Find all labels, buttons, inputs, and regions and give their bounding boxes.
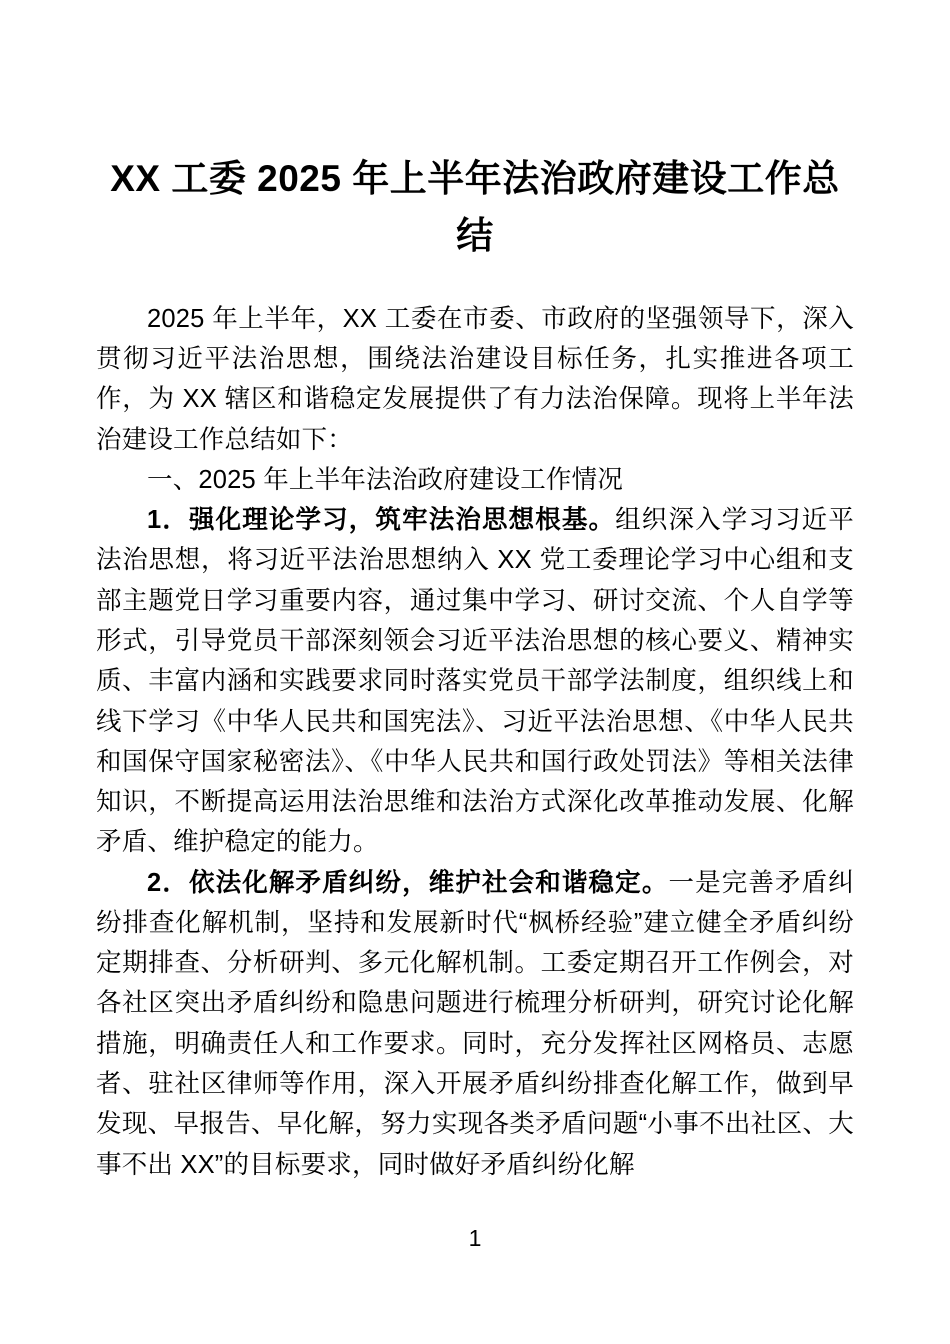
page-number: 1 — [468, 1225, 482, 1251]
paragraph-item-1 — [96, 500, 854, 863]
item-1-heading: 1．强化理论学习，筑牢法治思想根基。 — [147, 506, 616, 535]
paragraph-item-2 — [96, 863, 854, 1185]
item-2-body: 一是完善矛盾纠纷排查化解机制，坚持和发展新时代“枫桥经验”建立健全矛盾纠纷定期排查、分析研判、多元化解机制。工委定期召开工作例会，对各社区突出矛盾纠纷和隐患问题进行梳理分析研判，研究讨论化解措施，明确责任人和工作要求。同时，充分发挥社区网格员、志愿者、驻社区律师等作用，深入开展矛盾纠纷排查化解工作，做到早发现、早报告、早化解，努力实现各类矛盾问题“小事不出社区、大事不出 XX”的目标要求，同时做好矛盾纠纷化解 — [96, 868, 855, 1179]
section-heading-one: 一、2025 年上半年法治政府建设工作情况 — [147, 465, 624, 494]
page-title: XX 工委 2025 年上半年法治政府建设工作总结 — [110, 158, 840, 257]
item-1-body: 组织深入学习习近平法治思想，将习近平法治思想纳入 XX 党工委理论学习中心组和支部主题党日学习重要内容，通过集中学习、研讨交流、个人自学等形式，引导党员干部深刻领会习近平法治思想的核心要义、精神实质、丰富内涵和实践要求同时落实党员干部学法制度，组织线上和线下学习《中华人民共和国宪法》、习近平法治思想、《中华人民共和国保守国家秘密法》、《中华人民共和国行政处罚法》等相关法律知识，不断提高运用法治思维和法治方式深化改革推动发展、化解矛盾、维护稳定的能力。 — [96, 506, 854, 857]
item-2-heading: 2．依法化解矛盾纠纷，维护社会和谐稳定。 — [147, 868, 669, 897]
paragraph-intro: 2025 年上半年，XX 工委在市委、市政府的坚强领导下，深入贯彻习近平法治思想，围绕法治建设目标任务，扎实推进各项工作，为 XX 辖区和谐稳定发展提供了有力法治保障。现将上半年法治建设工作总结如下： — [96, 304, 854, 454]
